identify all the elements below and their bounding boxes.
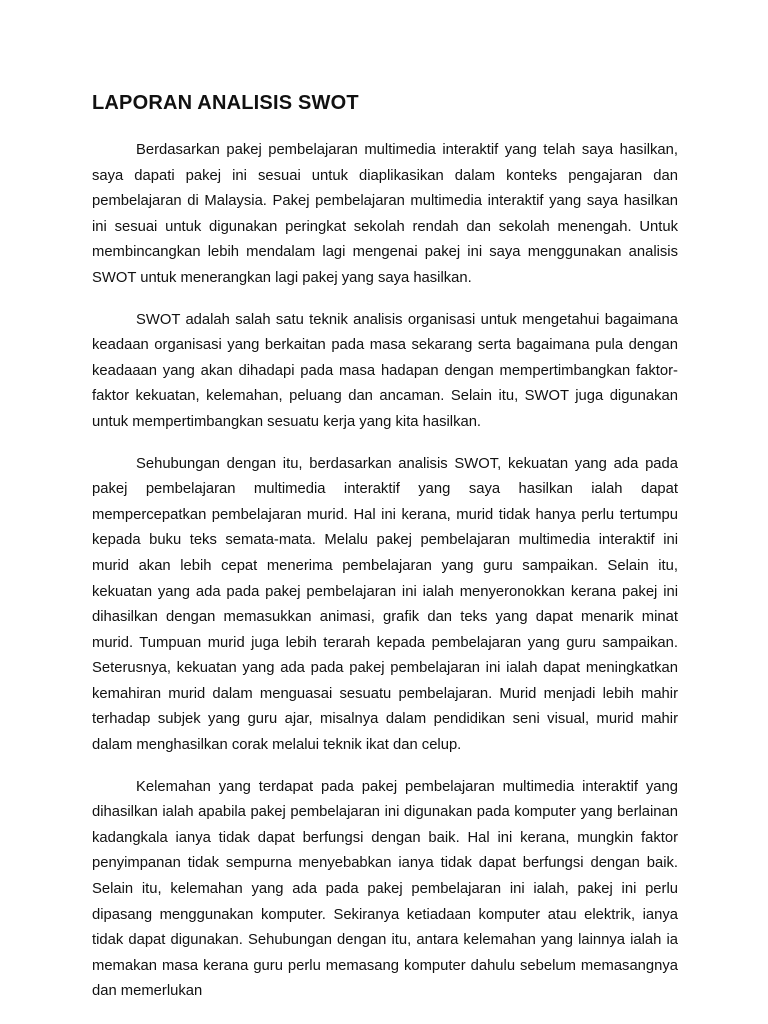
paragraph-intro: Berdasarkan pakej pembelajaran multimedia interaktif yang telah saya hasilkan, saya dapati pakej ini sesuai untuk diaplikasikan dalam konteks pengajaran dan pembelajaran di Malaysia. Pakej pembelajaran multimedia interaktif yang saya hasilkan ini sesuai untuk digunakan peringkat sekolah rendah dan sekolah menengah. Untuk membincangkan lebih mendalam lagi mengenai pakej ini saya menggunakan analisis SWOT untuk menerangkan lagi pakej yang saya hasilkan. (92, 142, 678, 286)
document-body (92, 138, 678, 1021)
paragraph-strengths: Sehubungan dengan itu, berdasarkan analisis SWOT, kekuatan yang ada pada pakej pembelajaran multimedia interaktif yang saya hasilkan ialah dapat mempercepatkan pembelajaran murid. Hal ini kerana, murid tidak hanya perlu tertumpu kepada buku teks semata-mata. Melalu pakej pembelajaran multimedia interaktif ini murid akan lebih cepat menerima pembelajaran yang guru sampaikan. Selain itu, kekuatan yang ada pada pakej pembelajaran ini ialah menyeronokkan kerana pakej ini dihasilkan dengan memasukkan animasi, grafik dan teks yang dapat menarik minat murid. Tumpuan murid juga lebih terarah kepada pembelajaran yang guru sampaikan. Seterusnya, kekuatan yang ada pada pakej pembelajaran ini ialah dapat meningkatkan kemahiran murid dalam menguasai sesuatu pembelajaran. Murid menjadi lebih mahir terhadap subjek yang guru ajar, misalnya dalam pendidikan seni visual, murid mahir dalam menghasilkan corak melalui teknik ikat dan celup. (92, 455, 678, 754)
paragraph-weaknesses: Kelemahan yang terdapat pada pakej pembelajaran multimedia interaktif yang dihasilkan ialah apabila pakej pembelajaran ini digunakan pada komputer yang berlainan kadangkala ianya tidak dapat berfungsi dengan baik. Hal ini kerana, mungkin faktor penyimpanan tidak sempurna menyebabkan ianya tidak dapat berfungsi dengan baik. Selain itu, kelemahan yang ada pada pakej pembelajaran ini ialah, pakej ini perlu dipasang menggunakan komputer. Sekiranya ketiadaan komputer atau elektrik, ianya tidak dapat digunakan. Sehubungan dengan itu, antara kelemahan yang lainnya ialah ia memakan masa kerana guru perlu memasang komputer dahulu sebelum memasangnya dan memerlukan (92, 778, 678, 1000)
page-title: LAPORAN ANALISIS SWOT (92, 92, 359, 114)
paragraph-swot-definition: SWOT adalah salah satu teknik analisis organisasi untuk mengetahui bagaimana keadaan organisasi yang berkaitan pada masa sekarang serta bagaimana pula dengan keadaaan yang akan dihadapi pada masa hadapan dengan mempertimbangkan faktor-faktor kekuatan, kelemahan, peluang dan ancaman. Selain itu, SWOT juga digunakan untuk mempertimbangkan sesuatu kerja yang kita hasilkan. (92, 311, 678, 430)
